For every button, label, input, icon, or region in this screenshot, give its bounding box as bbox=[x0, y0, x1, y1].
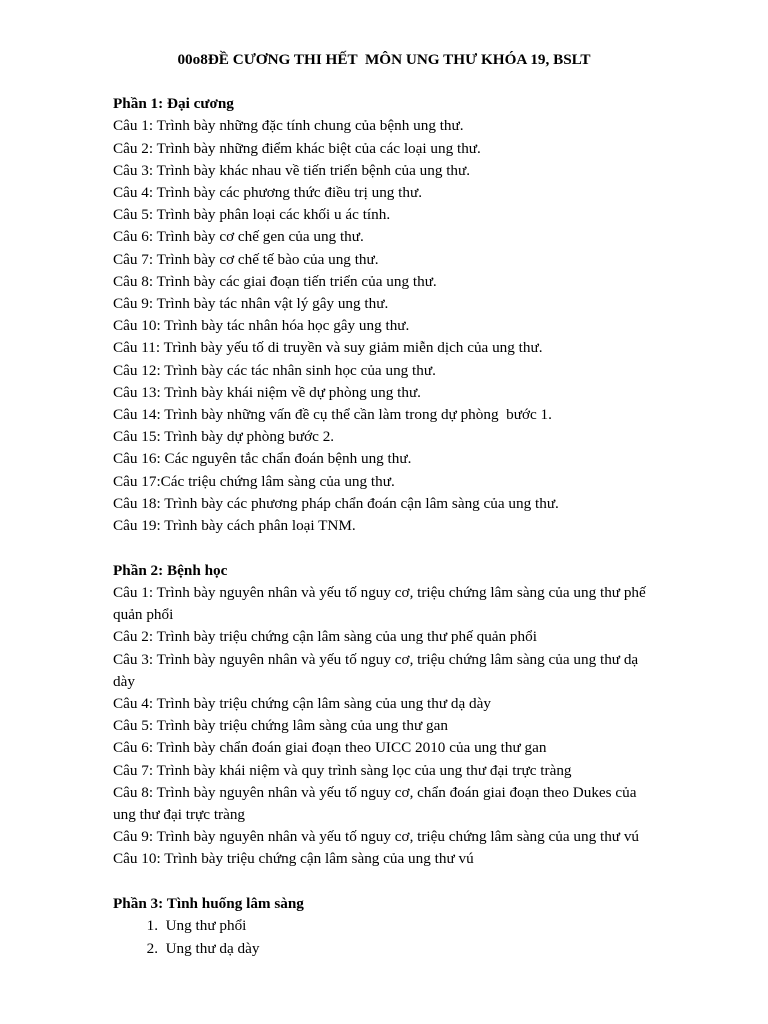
case-number: 1. bbox=[146, 917, 158, 935]
section-part-1 bbox=[113, 93, 653, 537]
question-item: Câu 10: Trình bày triệu chứng cận lâm sàng của ung thư vú bbox=[113, 850, 474, 868]
question-item: Câu 4: Trình bày các phương thức điều trị ung thư. bbox=[113, 184, 423, 201]
question-item: Câu 2: Trình bày triệu chứng cận lâm sàng của ung thư phế quản phổi bbox=[113, 628, 537, 646]
question-item: Câu 12: Trình bày các tác nhân sinh học của ung thư. bbox=[113, 361, 436, 379]
question-item: Câu 17:Các triệu chứng lâm sàng của ung thư. bbox=[113, 472, 395, 490]
question-item: Câu 3: Trình bày khác nhau về tiến triển bệnh của ung thư. bbox=[113, 161, 471, 179]
case-number: 2. bbox=[146, 939, 158, 957]
case-label: Ung thư dạ dày bbox=[165, 939, 260, 957]
question-item: Câu 6: Trình bày chẩn đoán giai đoạn theo UICC 2010 của ung thư gan bbox=[113, 739, 547, 757]
section-heading: Phần 2: Bệnh học bbox=[113, 561, 228, 579]
question-item: Câu 9: Trình bày nguyên nhân và yếu tố nguy cơ, triệu chứng lâm sàng của ung thư vú bbox=[113, 828, 640, 846]
question-list bbox=[113, 115, 653, 537]
question-item: Câu 16: Các nguyên tắc chẩn đoán bệnh ung thư. bbox=[113, 450, 412, 468]
section-heading: Phần 1: Đại cương bbox=[113, 95, 234, 112]
section-heading: Phần 3: Tình huống lâm sàng bbox=[113, 895, 304, 913]
question-list bbox=[113, 582, 653, 871]
question-item: Câu 13: Trình bày khái niệm về dự phòng ung thư. bbox=[113, 383, 421, 401]
case-spacer bbox=[158, 915, 166, 937]
question-item: Câu 14: Trình bày những vấn đề cụ thể cần làm trong dự phòng bước 1. bbox=[113, 406, 552, 424]
document-body bbox=[113, 93, 653, 982]
section-part-2 bbox=[113, 560, 653, 871]
question-item: Câu 1: Trình bày nguyên nhân và yếu tố nguy cơ, triệu chứng lâm sàng của ung thư phế quản phổi bbox=[113, 584, 650, 624]
document-title: 00o8ĐỀ CƯƠNG THI HẾT MÔN UNG THƯ KHÓA 19, BSLT bbox=[177, 51, 591, 68]
question-item: Câu 8: Trình bày các giai đoạn tiến triển của ung thư. bbox=[113, 272, 437, 290]
case-spacer bbox=[158, 938, 166, 960]
question-item: Câu 7: Trình bày khái niệm và quy trình sàng lọc của ung thư đại trực tràng bbox=[113, 761, 572, 779]
question-item: Câu 19: Trình bày cách phân loại TNM. bbox=[113, 517, 356, 535]
question-item: Câu 4: Trình bày triệu chứng cận lâm sàng của ung thư dạ dày bbox=[113, 695, 491, 713]
question-item: Câu 5: Trình bày triệu chứng lâm sàng của ung thư gan bbox=[113, 717, 448, 735]
question-item: Câu 18: Trình bày các phương pháp chẩn đoán cận lâm sàng của ung thư. bbox=[113, 494, 559, 512]
question-item: Câu 6: Trình bày cơ chế gen của ung thư. bbox=[113, 228, 364, 246]
question-item: Câu 8: Trình bày nguyên nhân và yếu tố nguy cơ, chẩn đoán giai đoạn theo Dukes của ung thư đại trực tràng bbox=[113, 783, 641, 824]
case-list bbox=[113, 915, 653, 959]
question-item: Câu 3: Trình bày nguyên nhân và yếu tố nguy cơ, triệu chứng lâm sàng của ung thư dạ dày bbox=[113, 650, 642, 690]
case-item bbox=[113, 915, 653, 937]
question-item: Câu 9: Trình bày tác nhân vật lý gây ung thư. bbox=[113, 295, 389, 313]
case-item bbox=[113, 938, 653, 960]
question-item: Câu 5: Trình bày phân loại các khối u ác tính. bbox=[113, 206, 391, 224]
question-item: Câu 7: Trình bày cơ chế tế bào của ung thư. bbox=[113, 250, 379, 268]
question-item: Câu 15: Trình bày dự phòng bước 2. bbox=[113, 428, 335, 446]
question-item: Câu 10: Trình bày tác nhân hóa học gây ung thư. bbox=[113, 317, 410, 335]
question-item: Câu 1: Trình bày những đặc tính chung của bệnh ung thư. bbox=[113, 117, 464, 135]
question-item: Câu 2: Trình bày những điểm khác biệt của các loại ung thư. bbox=[113, 139, 481, 157]
case-label: Ung thư phổi bbox=[165, 917, 247, 935]
section-part-3 bbox=[113, 893, 653, 960]
question-item: Câu 11: Trình bày yếu tố di truyền và suy giảm miễn dịch của ung thư. bbox=[113, 339, 543, 357]
